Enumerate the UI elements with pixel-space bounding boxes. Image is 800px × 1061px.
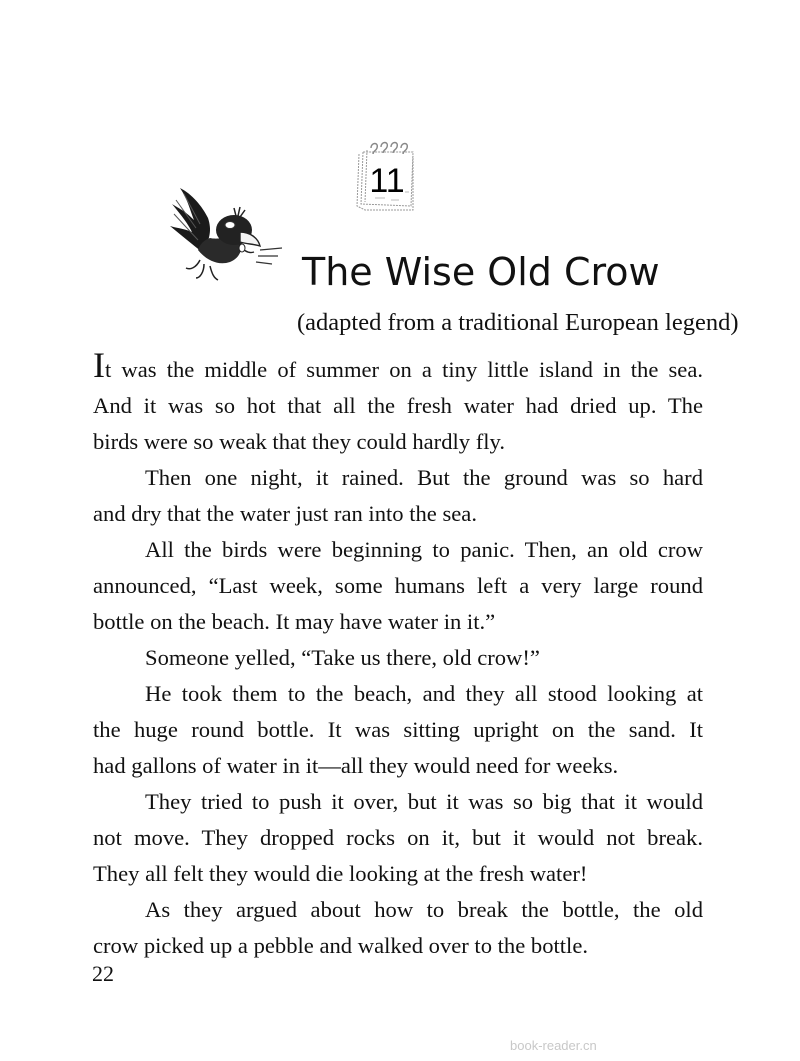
text-line: As they argued about how to break the bottle, the old [145,897,703,922]
text-line: And it was so hot that all the fresh water had dried up. The [93,393,703,418]
text-line: They all felt they would die looking at the fresh water! [93,861,588,886]
text-line-content: t was the middle of summer on a tiny little island in the sea. [105,357,703,382]
crow-icon [170,180,290,285]
paragraph-7 [93,892,703,964]
paragraph-6 [93,784,703,892]
text-line: and dry that the water just ran into the sea. [93,501,477,526]
text-line: not move. They dropped rocks on it, but it would not break. [93,825,703,850]
chapter-title: The Wise Old Crow [302,250,660,294]
text-line: had gallons of water in it—all they would need for weeks. [93,753,619,778]
paragraph-5 [93,676,703,784]
calendar-icon [355,140,419,212]
paragraph-2 [93,460,703,532]
chapter-number: 11 [369,162,405,200]
text-line: crow picked up a pebble and walked over to the bottle. [93,933,589,958]
text-line: He took them to the beach, and they all stood looking at [145,681,703,706]
text-line: Someone yelled, “Take us there, old crow!” [145,645,540,670]
paragraph-3 [93,532,703,640]
crow-illustration [170,180,290,285]
watermark: book-reader.cn [510,1038,597,1053]
text-line: birds were so weak that they could hardly fly. [93,429,506,454]
story-body [93,345,703,964]
text-line [93,345,703,388]
paragraph-4 [93,640,703,676]
drop-cap: I [93,345,105,385]
text-line: bottle on the beach. It may have water in it.” [93,609,496,634]
page-number: 22 [92,961,114,986]
chapter-subtitle: (adapted from a traditional European legend) [297,309,739,336]
text-line: They tried to push it over, but it was so big that it would [145,789,703,814]
text-line: Then one night, it rained. But the ground was so hard [145,465,703,490]
paragraph-1 [93,345,703,460]
text-line: All the birds were beginning to panic. Then, an old crow [145,537,703,562]
text-line: announced, “Last week, some humans left a very large round [93,573,703,598]
text-line: the huge round bottle. It was sitting upright on the sand. It [93,717,703,742]
